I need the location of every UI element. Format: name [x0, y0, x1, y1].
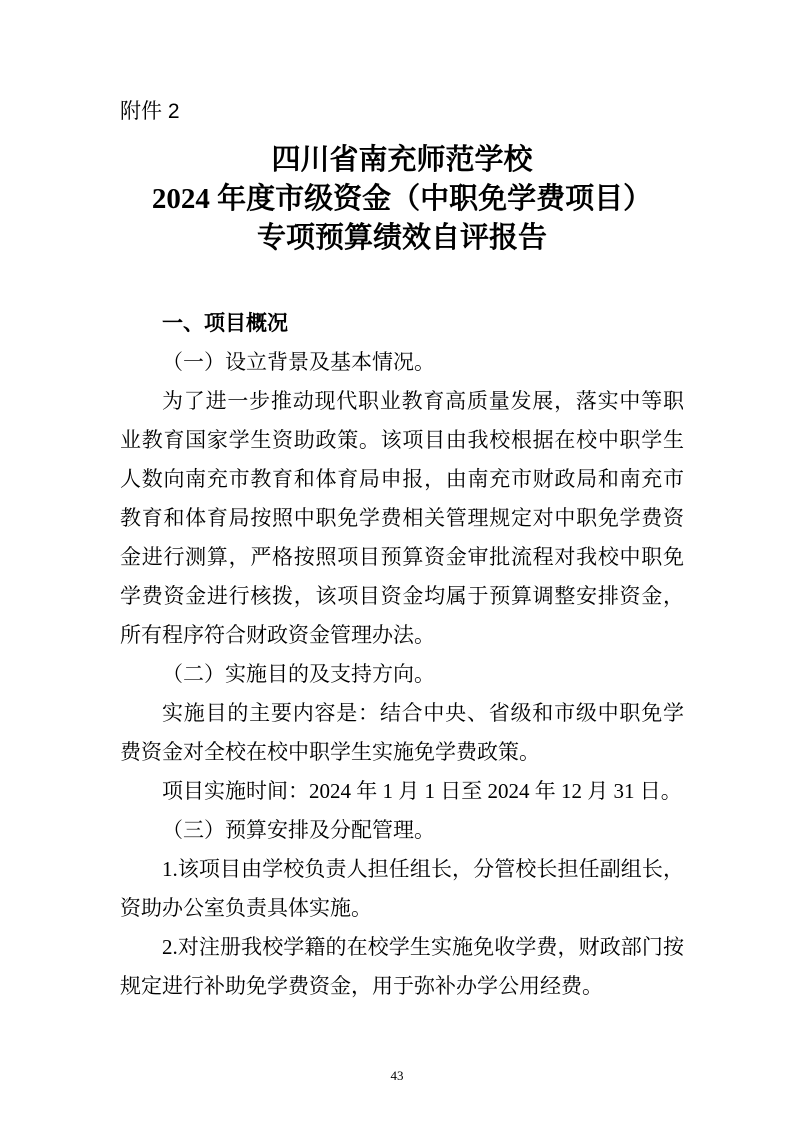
subsection-heading-background: （一）设立背景及基本情况。 [162, 350, 435, 374]
section-heading-project-overview: 一、项目概况 [162, 312, 288, 335]
paragraph-purpose-detail: 实施目的主要内容是：结合中央、省级和市级中职免学费资金对全校在校中职学生实施免学费政策。 [120, 701, 684, 764]
title-line-3: 专项预算绩效自评报告 [256, 222, 547, 254]
subsection-heading-purpose: （二）实施目的及支持方向。 [162, 662, 435, 686]
title-line-1: 四川省南充师范学校 [271, 144, 533, 176]
subsection-heading-budget-management: （三）预算安排及分配管理。 [162, 818, 435, 842]
title-line-2: 2024 年度市级资金（中职免学费项目） [151, 183, 653, 215]
page-number: 43 [390, 1068, 404, 1083]
document-body [120, 304, 684, 1006]
paragraph-management-item-1: 1.该项目由学校负责人担任组长，分管校长担任副组长，资助办公室负责具体实施。 [120, 857, 684, 920]
document-title [120, 141, 684, 258]
paragraph-implementation-time: 项目实施时间：2024 年 1 月 1 日至 2024 年 12 月 31 日。 [162, 779, 682, 803]
attachment-label: 附件 2 [120, 100, 180, 123]
paragraph-management-item-2: 2.对注册我校学籍的在校学生实施免收学费，财政部门按规定进行补助免学费资金，用于弥补办学公用经费。 [120, 935, 684, 998]
paragraph-background-detail: 为了进一步推动现代职业教育高质量发展，落实中等职业教育国家学生资助政策。该项目由我校根据在校中职学生人数向南充市教育和体育局申报，由南充市财政局和南充市教育和体育局按照中职免学费相关管理规定对中职免学费资金进行测算，严格按照项目预算资金审批流程对我校中职免学费资金进行核拨，该项目资金均属于预算调整安排资金，所有程序符合财政资金管理办法。 [120, 389, 684, 647]
